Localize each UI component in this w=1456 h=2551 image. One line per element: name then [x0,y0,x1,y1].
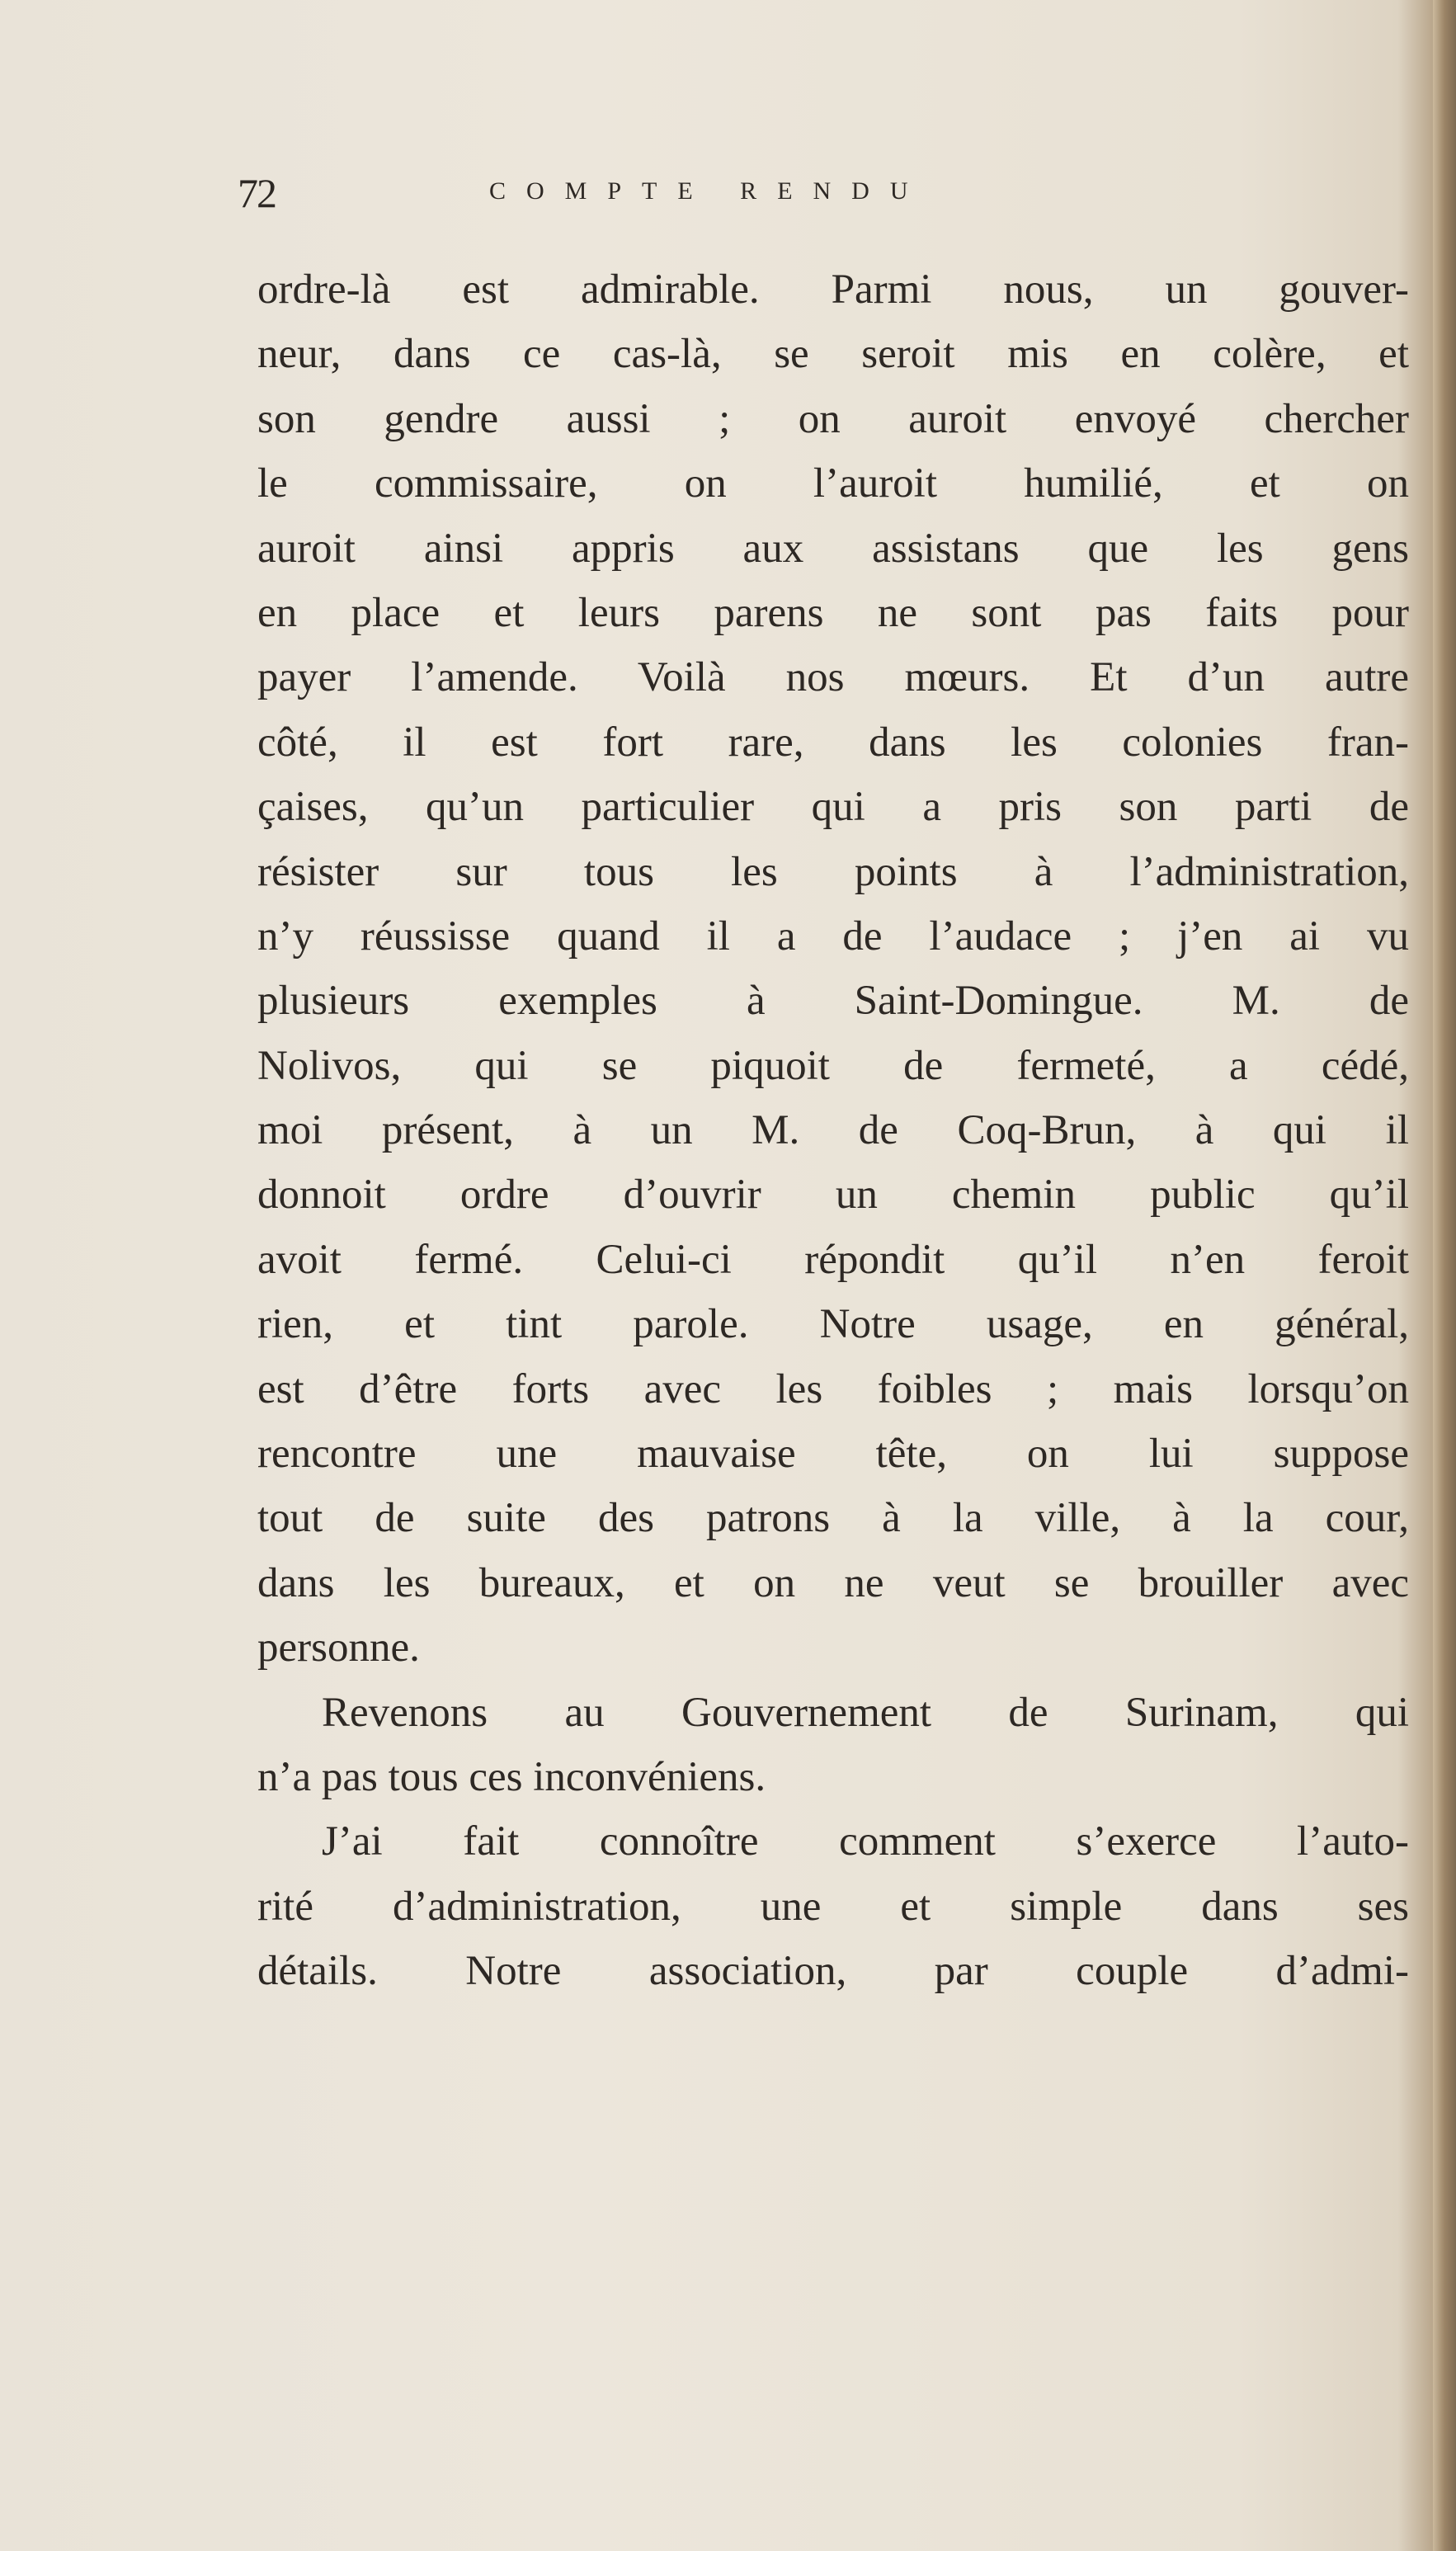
text-line: J’ai fait connoître comment s’exerce l’auto- [322,1818,1409,1865]
text-line: plusieurs exemples à Saint-Domingue. M. de [257,978,1409,1025]
text-line: est d’être forts avec les foibles ; mais lorsqu’on [257,1365,1409,1412]
text-line: avoit fermé. Celui-ci répondit qu’il n’en feroit [257,1236,1409,1283]
text-line: en place et leurs parens ne sont pas faits pour [257,589,1409,636]
text-line: payer l’amende. Voilà nos mœurs. Et d’un autre [257,654,1409,701]
text-line: dans les bureaux, et on ne veut se brouiller avec [257,1559,1409,1606]
page-header [238,169,1194,235]
body-text [257,257,1409,2004]
text-line: neur, dans ce cas-là, se seroit mis en colère, et [257,331,1409,378]
text-line: tout de suite des patrons à la ville, à la cour, [257,1495,1409,1542]
text-line: Nolivos, qui se piquoit de fermeté, a cédé, [257,1042,1409,1089]
text-line: Revenons au Gouvernement de Surinam, qui [322,1689,1409,1736]
text-line: çaises, qu’un particulier qui a pris son parti de [257,784,1409,831]
text-line: le commissaire, on l’auroit humilié, et on [257,460,1409,507]
text-line: rencontre une mauvaise tête, on lui suppose [257,1431,1409,1478]
text-line: n’a pas tous ces inconvéniens. [257,1753,766,1800]
text-line: ordre-là est admirable. Parmi nous, un gouver- [257,266,1409,313]
text-line: résister sur tous les points à l’administration, [257,848,1409,895]
page-number: 72 [238,170,276,216]
text-line: rité d’administration, une et simple dans ses [257,1883,1409,1930]
text-line: personne. [257,1624,420,1672]
running-head: COMPTE RENDU [489,177,929,205]
text-line: côté, il est fort rare, dans les colonies fran- [257,719,1409,766]
text-line: n’y réussisse quand il a de l’audace ; j’en ai vu [257,912,1409,960]
page-edge [1433,0,1456,2551]
text-line: donnoit ordre d’ouvrir un chemin public qu’il [257,1172,1409,1219]
text-line: moi présent, à un M. de Coq-Brun, à qui il [257,1107,1409,1154]
text-line: auroit ainsi appris aux assistans que les gens [257,525,1409,572]
text-line: son gendre aussi ; on auroit envoyé chercher [257,395,1409,442]
text-line: détails. Notre association, par couple d’admi- [257,1948,1409,1995]
text-line: rien, et tint parole. Notre usage, en général, [257,1301,1409,1348]
